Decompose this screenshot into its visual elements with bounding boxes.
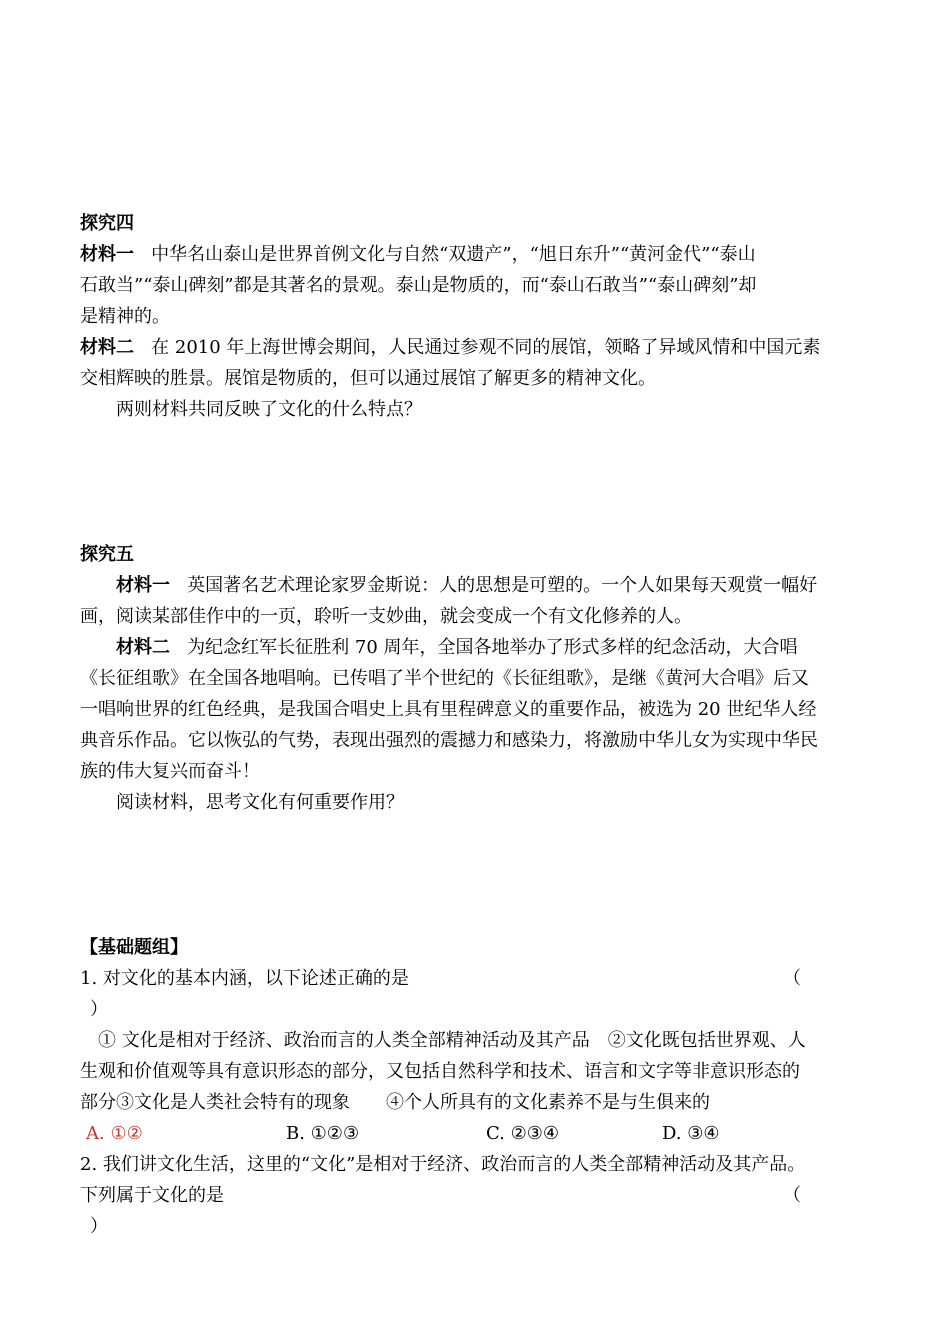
basics-heading: 【基础题组】 — [80, 937, 188, 958]
option-a[interactable]: A. ①② — [86, 1123, 143, 1144]
question-two-stem-line: 下列属于文化的是 — [80, 1185, 224, 1206]
explore-four-heading: 探究四 — [80, 213, 134, 234]
material-one-label: 材料一 — [116, 575, 170, 596]
question-one-options — [80, 1118, 875, 1149]
option-d[interactable]: D. ③④ — [662, 1123, 720, 1144]
material-two-text-line: 交相辉映的胜景。展馆是物质的，但可以通过展馆了解更多的精神文化。 — [80, 368, 656, 389]
answer-paren-open: （ — [783, 968, 801, 989]
option-b[interactable]: B. ①②③ — [286, 1123, 360, 1144]
answer-paren-close: ） — [90, 1216, 108, 1237]
material-one-text-line: 英国著名艺术理论家罗金斯说：人的思想是可塑的。一个人如果每天观赏一幅好 — [187, 575, 818, 596]
answer-space — [80, 425, 875, 539]
material-two-text-line: 在 2010 年上海世博会期间，人民通过参观不同的展馆，领略了异域风情和中国元素 — [151, 337, 821, 358]
material-two-label: 材料二 — [116, 637, 170, 658]
document-page — [80, 208, 875, 1242]
material-two-text-line: 一唱响世界的红色经典，是我国合唱史上具有里程碑意义的重要作品，被选为 20 世纪华人经 — [80, 699, 817, 720]
explore-four-question: 两则材料共同反映了文化的什么特点？ — [116, 399, 422, 420]
question-one-body-line: 部分③文化是人类社会特有的现象 ④个人所具有的文化素养不是与生俱来的 — [80, 1092, 710, 1113]
material-two-label: 材料二 — [80, 337, 134, 358]
basics-section — [80, 932, 875, 1242]
material-two-text-line: 族的伟大复兴而奋斗！ — [80, 761, 260, 782]
material-two-text-line: 典音乐作品。它以恢弘的气势，表现出强烈的震撼力和感染力，将激励中华儿女为实现中华民 — [80, 730, 818, 751]
explore-five-question: 阅读材料，思考文化有何重要作用？ — [116, 792, 404, 813]
explore-five-heading: 探究五 — [80, 544, 134, 565]
question-one-body-line: 生观和价值观等具有意识形态的部分，又包括自然科学和技术、语言和文字等非意识形态的 — [80, 1061, 800, 1082]
answer-space — [80, 818, 875, 932]
explore-five-section — [80, 539, 875, 818]
question-one-body-line: ① 文化是相对于经济、政治而言的人类全部精神活动及其产品 ②文化既包括世界观、人 — [98, 1030, 806, 1051]
material-one-text-line: 是精神的。 — [80, 306, 170, 327]
explore-four-section — [80, 208, 875, 425]
answer-paren-open: （ — [783, 1185, 801, 1206]
option-c[interactable]: C. ②③④ — [486, 1123, 559, 1144]
material-one-label: 材料一 — [80, 244, 134, 265]
material-one-text-line: 石敢当”“泰山碑刻”都是其著名的景观。泰山是物质的，而“泰山石敢当”“泰山碑刻”却 — [80, 275, 757, 296]
question-one-stem: 1. 对文化的基本内涵，以下论述正确的是 — [80, 968, 409, 989]
question-two-stem-row — [80, 1180, 875, 1211]
question-two-stem-line: 2. 我们讲文化生活，这里的“文化”是相对于经济、政治而言的人类全部精神活动及其产品。 — [80, 1154, 806, 1175]
material-two-text-line: 《长征组歌》在全国各地唱响。已传唱了半个世纪的《长征组歌》，是继《黄河大合唱》后又 — [80, 668, 809, 689]
question-one-stem-row — [80, 963, 875, 994]
answer-paren-close: ） — [90, 999, 108, 1020]
material-one-text-line: 画，阅读某部佳作中的一页，聆听一支妙曲，就会变成一个有文化修养的人。 — [80, 606, 692, 627]
material-two-text-line: 为纪念红军长征胜利 70 周年，全国各地举办了形式多样的纪念活动，大合唱 — [187, 637, 798, 658]
material-one-text-line: 中华名山泰山是世界首例文化与自然“双遗产”，“旭日东升”“黄河金代”“泰山 — [151, 244, 756, 265]
